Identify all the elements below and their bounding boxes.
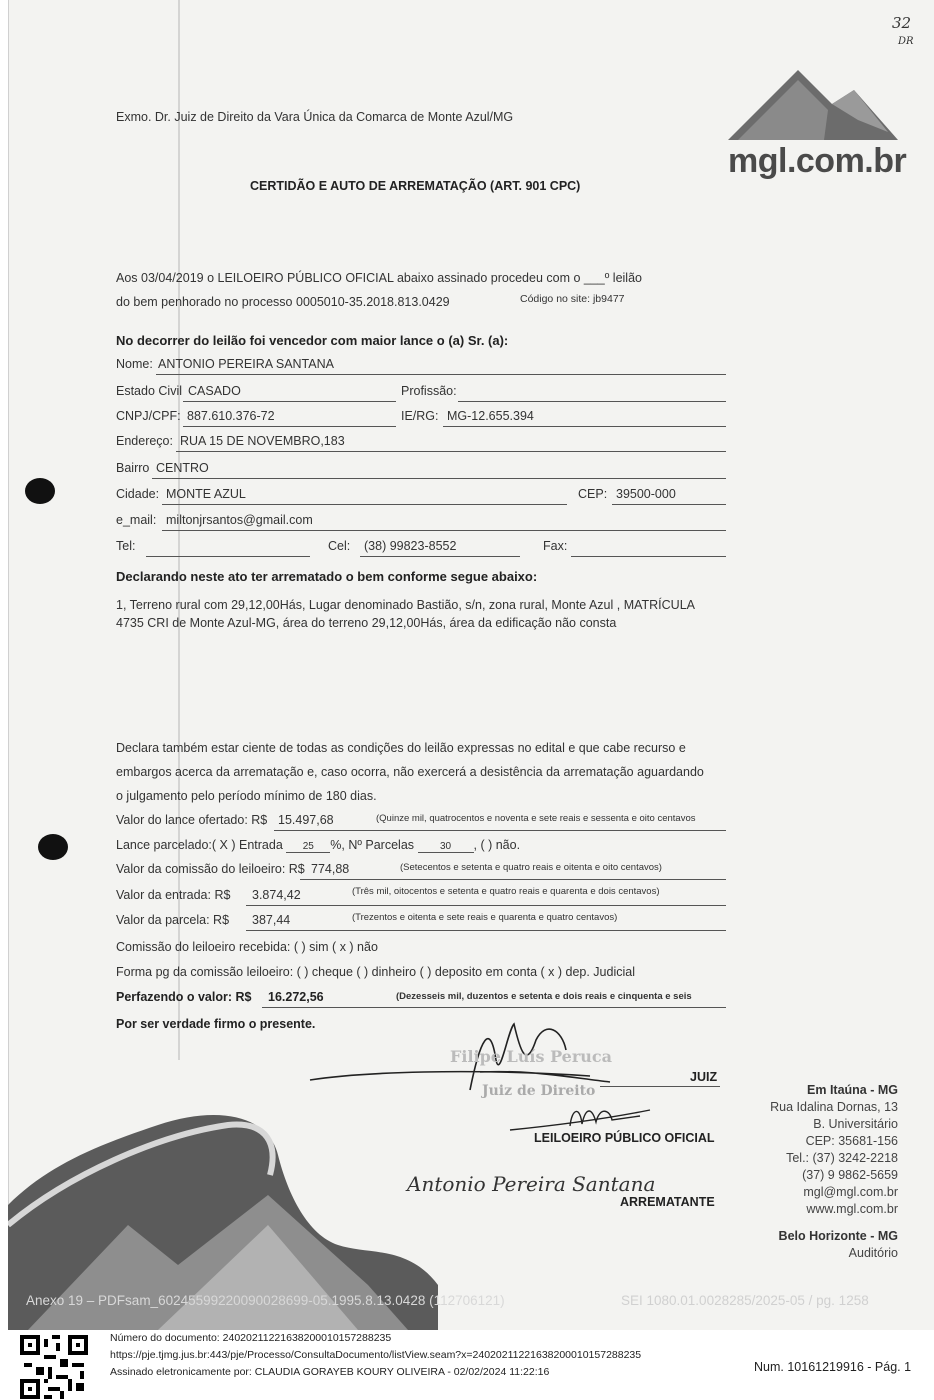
parcel-value: 387,44 (252, 913, 291, 927)
commission-received: Comissão do leiloeiro recebida: ( ) sim ( x ) não (116, 940, 378, 954)
city-underline (162, 504, 567, 505)
contact-district: B. Universitário (813, 1117, 898, 1131)
address-label: Endereço: (116, 434, 173, 448)
declares-line-3: o julgamento pelo período mínimo de 180 dias. (116, 789, 377, 803)
total-value: 16.272,56 (268, 990, 324, 1004)
contact-city-2: Belo Horizonte - MG (778, 1229, 898, 1243)
intro-text: do bem penhorado no processo (116, 295, 293, 309)
entry-underline (246, 905, 726, 906)
auction-round-blank: ___ (583, 271, 605, 285)
auctioneer-label: LEILOEIRO PÚBLICO OFICIAL (534, 1131, 715, 1145)
entry-in-words: (Três mil, oitocentos e setenta e quatro reais e quarenta e dois centavos) (352, 886, 660, 897)
contact-street: Rua Idalina Dornas, 13 (770, 1100, 898, 1114)
contact-place-2: Auditório (848, 1246, 898, 1260)
judge-stamp-role: Juiz de Direito (482, 1083, 596, 1099)
installment-text: %, Nº Parcelas (330, 838, 415, 852)
site-code-value: jb9477 (592, 293, 625, 305)
cep-label: CEP: (578, 487, 608, 501)
offer-in-words: (Quinze mil, quatrocentos e noventa e sete reais e sessenta e oito centavos (376, 813, 696, 824)
judge-stamp-name: Filipe Luís Peruca (450, 1047, 613, 1066)
intro-text: º leilão (604, 271, 642, 285)
rg-value: MG-12.655.394 (447, 409, 534, 423)
entry-value: 3.874,42 (252, 888, 301, 902)
commission-payment-method: Forma pg da comissão leiloeiro: ( ) cheque ( ) dinheiro ( ) deposito em conta ( x ) dep. Judicial (116, 965, 635, 979)
entry-percent: 25 (286, 841, 330, 853)
site-code-label: Código no site: (520, 293, 591, 305)
commission-in-words: (Setecentos e setenta e quatro reais e oitenta e oito centavos) (400, 862, 662, 873)
site-code (520, 293, 625, 305)
document-title: CERTIDÃO E AUTO DE ARREMATAÇÃO (ART. 901 CPC) (250, 179, 581, 193)
contact-city: Em Itaúna - MG (807, 1083, 898, 1097)
fax-underline (571, 556, 726, 557)
intro-line-1 (116, 271, 642, 285)
installment-text: , ( ) não. (473, 838, 521, 852)
contact-mobile: (37) 9 9862-5659 (802, 1168, 898, 1182)
installment-text: Lance parcelado:( X ) Entrada (116, 838, 283, 852)
intro-text: Aos (116, 271, 138, 285)
civil-status-value: CASADO (188, 384, 241, 398)
district-label: Bairro (116, 461, 150, 475)
footer-url[interactable]: https://pje.tjmg.jus.br:443/pje/Processo/ConsultaDocumento/listView.seam?x=24020211221638200010157288235 (110, 1349, 642, 1361)
intro-line-2 (116, 295, 450, 309)
address-underline (176, 451, 726, 452)
footer-signed-by: Assinado eletronicamente por: CLAUDIA GORAYEB KOURY OLIVEIRA - 02/02/2024 11:22:16 (110, 1366, 550, 1378)
logo-text: mgl.com.br (728, 142, 907, 180)
district-underline (152, 478, 726, 479)
intro-text: o LEILOEIRO PÚBLICO OFICIAL abaixo assinado procedeu com o (207, 271, 581, 285)
buyer-label: ARREMATANTE (620, 1195, 715, 1209)
process-number: 0005010-35.2018.813.0429 (296, 295, 450, 309)
installment-count: 30 (418, 841, 474, 853)
contact-phone: Tel.: (37) 3242-2218 (786, 1151, 898, 1165)
pje-footer (0, 1330, 934, 1400)
mountain-logo-icon (728, 62, 898, 142)
closing-statement: Por ser verdade firmo o presente. (116, 1017, 316, 1031)
declares-line-2: embargos acerca da arrematação e, caso ocorra, não exercerá a desistência da arrematação aguardando (116, 765, 704, 779)
profession-label: Profissão: (401, 384, 457, 398)
commission-value: 774,88 (311, 862, 350, 876)
sei-watermark: SEI 1080.01.0028285/2025-05 / pg. 1258 (621, 1293, 869, 1308)
parcel-in-words: (Trezentos e oitenta e sete reais e quarenta e quatro centavos) (352, 912, 618, 923)
winner-heading: No decorrer do leilão foi vencedor com maior lance o (a) Sr. (a): (116, 333, 509, 348)
footer-document-number: Número do documento: 24020211221638200010157288235 (110, 1332, 392, 1344)
district-value: CENTRO (156, 461, 209, 475)
page-number-handwritten: 32 (892, 14, 912, 32)
parcel-label: Valor da parcela: R$ (116, 913, 230, 927)
email-value: miltonjrsantos@gmail.com (166, 513, 313, 527)
tel-label: Tel: (116, 539, 136, 553)
contact-website: www.mgl.com.br (806, 1202, 898, 1216)
name-label: Nome: (116, 357, 153, 371)
auction-date: 03/04/2019 (141, 271, 204, 285)
punch-hole-top (25, 478, 55, 504)
cpf-label: CNPJ/CPF: (116, 409, 181, 423)
address-value: RUA 15 DE NOVEMBRO,183 (180, 434, 345, 448)
offer-underline (274, 830, 726, 831)
item-description-line-2: 4735 CRI de Monte Azul-MG, área do terreno 29,12,00Hás, área da edificação não consta (116, 616, 617, 630)
buyer-handwritten-signature: Antonio Pereira Santana (407, 1172, 656, 1196)
city-label: Cidade: (116, 487, 160, 501)
name-value: ANTONIO PEREIRA SANTANA (158, 357, 334, 371)
addressee: Exmo. Dr. Juiz de Direito da Vara Única da Comarca de Monte Azul/MG (116, 110, 514, 124)
judge-signature-line (600, 1086, 720, 1087)
civil-status-label: Estado Civil (116, 384, 182, 398)
commission-label: Valor da comissão do leiloeiro: R$ (116, 862, 305, 876)
city-value: MONTE AZUL (166, 487, 246, 501)
cep-value: 39500-000 (616, 487, 676, 501)
cel-label: Cel: (328, 539, 351, 553)
fax-label: Fax: (543, 539, 568, 553)
punch-hole-bottom (38, 834, 68, 860)
footer-num-page: Num. 10161219916 - Pág. 1 (754, 1360, 912, 1374)
rg-underline (443, 426, 726, 427)
email-underline (162, 530, 726, 531)
total-underline (262, 1007, 726, 1008)
annex-watermark: Anexo 19 – PDFsam_60245599220090028699-05.1995.8.13.0428 (112706121) (26, 1293, 505, 1308)
name-underline (156, 374, 726, 375)
contact-email: mgl@mgl.com.br (803, 1185, 898, 1199)
total-label: Perfazendo o valor: R$ (116, 990, 252, 1004)
email-label: e_mail: (116, 513, 157, 527)
installment-line (116, 838, 520, 853)
cpf-underline (183, 426, 396, 427)
commission-underline (300, 879, 726, 880)
offer-value: 15.497,68 (278, 813, 334, 827)
page-initials-handwritten: DR (898, 36, 914, 47)
parcel-underline (246, 930, 726, 931)
declaration-heading: Declarando neste ato ter arrematado o bem conforme segue abaixo: (116, 569, 538, 584)
offer-label: Valor do lance ofertado: R$ (116, 813, 268, 827)
civil-status-underline (183, 401, 396, 402)
judge-label: JUIZ (690, 1070, 718, 1084)
cel-value: (38) 99823-8552 (364, 539, 457, 553)
cel-underline (360, 556, 520, 557)
declares-line-1: Declara também estar ciente de todas as condições do leilão expressas no edital e que cabe recurso e (116, 741, 686, 755)
entry-label: Valor da entrada: R$ (116, 888, 231, 902)
tel-underline (146, 556, 310, 557)
contact-block (770, 1082, 898, 1262)
contact-cep: CEP: 35681-156 (805, 1134, 898, 1148)
total-in-words: (Dezesseis mil, duzentos e setenta e dois reais e cinquenta e seis (396, 991, 692, 1002)
cpf-value: 887.610.376-72 (187, 409, 275, 423)
profession-underline (458, 401, 726, 402)
item-description-line-1: 1, Terreno rural com 29,12,00Hás, Lugar denominado Bastião, s/n, zona rural, Monte Azul , MATRÍCULA (116, 598, 695, 612)
rg-label: IE/RG: (401, 409, 439, 423)
qr-code-icon[interactable] (20, 1334, 88, 1400)
cep-underline (612, 504, 726, 505)
